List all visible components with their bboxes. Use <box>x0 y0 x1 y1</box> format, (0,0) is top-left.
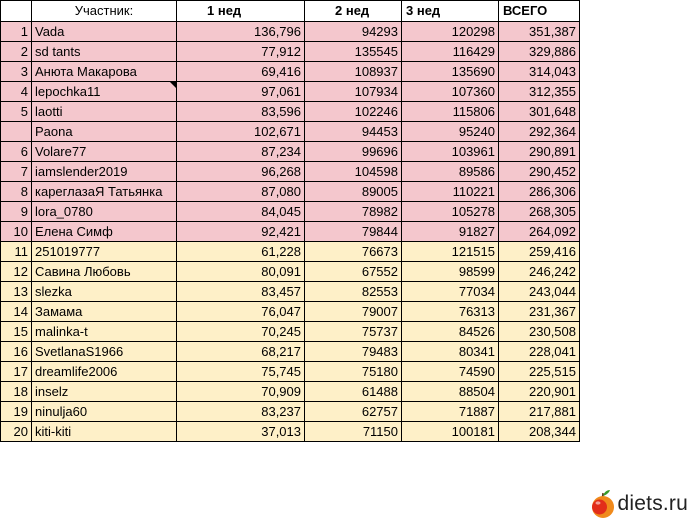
week-1-value: 70,909 <box>177 382 305 402</box>
participant-name: kiti-kiti <box>32 422 177 442</box>
week-3-value: 135690 <box>402 62 499 82</box>
row-number: 5 <box>1 102 32 122</box>
week-3-value: 100181 <box>402 422 499 442</box>
week-1-value: 84,045 <box>177 202 305 222</box>
week-1-value: 37,013 <box>177 422 305 442</box>
total-value: 351,387 <box>499 22 580 42</box>
total-value: 301,648 <box>499 102 580 122</box>
week-2-value: 94293 <box>305 22 402 42</box>
week-2-value: 67552 <box>305 262 402 282</box>
total-value: 312,355 <box>499 82 580 102</box>
row-number: 9 <box>1 202 32 222</box>
participant-name: Анюта Макарова <box>32 62 177 82</box>
week-2-value: 78982 <box>305 202 402 222</box>
diets-logo <box>590 489 688 519</box>
row-number: 12 <box>1 262 32 282</box>
week-1-value: 77,912 <box>177 42 305 62</box>
comment-marker[interactable] <box>170 82 176 88</box>
week-3-value: 110221 <box>402 182 499 202</box>
week-1-value: 136,796 <box>177 22 305 42</box>
week-2-value: 79007 <box>305 302 402 322</box>
participant-name: Vada <box>32 22 177 42</box>
row-number: 14 <box>1 302 32 322</box>
total-value: 231,367 <box>499 302 580 322</box>
participant-name: карeглазаЯ Татьянка <box>32 182 177 202</box>
row-number: 4 <box>1 82 32 102</box>
total-value: 292,364 <box>499 122 580 142</box>
week-2-value: 102246 <box>305 102 402 122</box>
table-row <box>1 242 580 262</box>
week-1-value: 80,091 <box>177 262 305 282</box>
week-2-value: 107934 <box>305 82 402 102</box>
participant-name: 251019777 <box>32 242 177 262</box>
participant-name: inselz <box>32 382 177 402</box>
week-3-value: 88504 <box>402 382 499 402</box>
row-number: 2 <box>1 42 32 62</box>
participant-name: slezka <box>32 282 177 302</box>
week-2-value: 99696 <box>305 142 402 162</box>
week-2-value: 75737 <box>305 322 402 342</box>
total-value: 228,041 <box>499 342 580 362</box>
table-row <box>1 62 580 82</box>
table-row <box>1 182 580 202</box>
week-1-value: 70,245 <box>177 322 305 342</box>
week-2-value: 94453 <box>305 122 402 142</box>
header-week-2: 2 нед <box>305 1 402 22</box>
row-number: 17 <box>1 362 32 382</box>
table-row <box>1 262 580 282</box>
week-3-value: 77034 <box>402 282 499 302</box>
week-2-value: 82553 <box>305 282 402 302</box>
row-number: 8 <box>1 182 32 202</box>
table-row <box>1 162 580 182</box>
week-3-value: 71887 <box>402 402 499 422</box>
table-row <box>1 102 580 122</box>
total-value: 290,891 <box>499 142 580 162</box>
table-row <box>1 422 580 442</box>
week-2-value: 104598 <box>305 162 402 182</box>
week-3-value: 115806 <box>402 102 499 122</box>
week-1-value: 102,671 <box>177 122 305 142</box>
participant-name: Paona <box>32 122 177 142</box>
table-row <box>1 222 580 242</box>
week-3-value: 98599 <box>402 262 499 282</box>
participant-name: lepochka11 <box>32 82 177 102</box>
row-number: 18 <box>1 382 32 402</box>
week-1-value: 68,217 <box>177 342 305 362</box>
week-1-value: 83,596 <box>177 102 305 122</box>
week-2-value: 76673 <box>305 242 402 262</box>
week-3-value: 76313 <box>402 302 499 322</box>
total-value: 314,043 <box>499 62 580 82</box>
week-3-value: 105278 <box>402 202 499 222</box>
apple-icon <box>590 489 616 519</box>
week-1-value: 83,237 <box>177 402 305 422</box>
participant-name: dreamlife2006 <box>32 362 177 382</box>
participant-name: Volare77 <box>32 142 177 162</box>
table-row <box>1 342 580 362</box>
week-2-value: 135545 <box>305 42 402 62</box>
week-3-value: 84526 <box>402 322 499 342</box>
week-2-value: 71150 <box>305 422 402 442</box>
table-row <box>1 382 580 402</box>
row-number <box>1 122 32 142</box>
row-number: 19 <box>1 402 32 422</box>
week-3-value: 121515 <box>402 242 499 262</box>
week-1-value: 76,047 <box>177 302 305 322</box>
table-body <box>1 22 580 442</box>
week-2-value: 62757 <box>305 402 402 422</box>
total-value: 208,344 <box>499 422 580 442</box>
week-1-value: 87,080 <box>177 182 305 202</box>
row-number: 6 <box>1 142 32 162</box>
week-2-value: 75180 <box>305 362 402 382</box>
row-number: 11 <box>1 242 32 262</box>
week-3-value: 103961 <box>402 142 499 162</box>
week-1-value: 92,421 <box>177 222 305 242</box>
week-1-value: 69,416 <box>177 62 305 82</box>
total-value: 259,416 <box>499 242 580 262</box>
week-3-value: 116429 <box>402 42 499 62</box>
participant-name: Замама <box>32 302 177 322</box>
participant-name: Елена Симф <box>32 222 177 242</box>
week-2-value: 108937 <box>305 62 402 82</box>
participant-name: iamslender2019 <box>32 162 177 182</box>
participant-name: SvetlanaS1966 <box>32 342 177 362</box>
total-value: 290,452 <box>499 162 580 182</box>
week-1-value: 96,268 <box>177 162 305 182</box>
table-row <box>1 142 580 162</box>
row-number: 10 <box>1 222 32 242</box>
row-number: 3 <box>1 62 32 82</box>
participant-name: laotti <box>32 102 177 122</box>
week-1-value: 97,061 <box>177 82 305 102</box>
participant-name: malinka-t <box>32 322 177 342</box>
table-row <box>1 302 580 322</box>
week-2-value: 61488 <box>305 382 402 402</box>
row-number: 15 <box>1 322 32 342</box>
header-num <box>1 1 32 22</box>
total-value: 286,306 <box>499 182 580 202</box>
header-total: ВСЕГО <box>499 1 580 22</box>
week-1-value: 61,228 <box>177 242 305 262</box>
header-row <box>1 1 580 22</box>
total-value: 268,305 <box>499 202 580 222</box>
week-3-value: 74590 <box>402 362 499 382</box>
week-1-value: 75,745 <box>177 362 305 382</box>
header-week-1: 1 нед <box>177 1 305 22</box>
week-1-value: 83,457 <box>177 282 305 302</box>
week-1-value: 87,234 <box>177 142 305 162</box>
row-number: 13 <box>1 282 32 302</box>
table-row <box>1 82 580 102</box>
total-value: 230,508 <box>499 322 580 342</box>
week-3-value: 80341 <box>402 342 499 362</box>
table-row <box>1 322 580 342</box>
total-value: 264,092 <box>499 222 580 242</box>
table-row <box>1 22 580 42</box>
participant-name: Савина Любовь <box>32 262 177 282</box>
week-3-value: 95240 <box>402 122 499 142</box>
header-week-3: 3 нед <box>402 1 499 22</box>
week-3-value: 120298 <box>402 22 499 42</box>
table-row <box>1 42 580 62</box>
week-2-value: 79844 <box>305 222 402 242</box>
week-3-value: 107360 <box>402 82 499 102</box>
participant-name: lora_0780 <box>32 202 177 222</box>
row-number: 16 <box>1 342 32 362</box>
week-2-value: 79483 <box>305 342 402 362</box>
row-number: 7 <box>1 162 32 182</box>
table-row <box>1 122 580 142</box>
participant-name: ninulja60 <box>32 402 177 422</box>
table-row <box>1 282 580 302</box>
total-value: 220,901 <box>499 382 580 402</box>
total-value: 329,886 <box>499 42 580 62</box>
row-number: 20 <box>1 422 32 442</box>
table-row <box>1 402 580 422</box>
total-value: 217,881 <box>499 402 580 422</box>
row-number: 1 <box>1 22 32 42</box>
week-3-value: 91827 <box>402 222 499 242</box>
logo-text: diets.ru <box>617 492 688 515</box>
week-3-value: 89586 <box>402 162 499 182</box>
participant-name: sd tants <box>32 42 177 62</box>
table-row <box>1 202 580 222</box>
total-value: 243,044 <box>499 282 580 302</box>
total-value: 225,515 <box>499 362 580 382</box>
total-value: 246,242 <box>499 262 580 282</box>
header-participant: Участник: <box>32 1 177 22</box>
week-2-value: 89005 <box>305 182 402 202</box>
table-row <box>1 362 580 382</box>
